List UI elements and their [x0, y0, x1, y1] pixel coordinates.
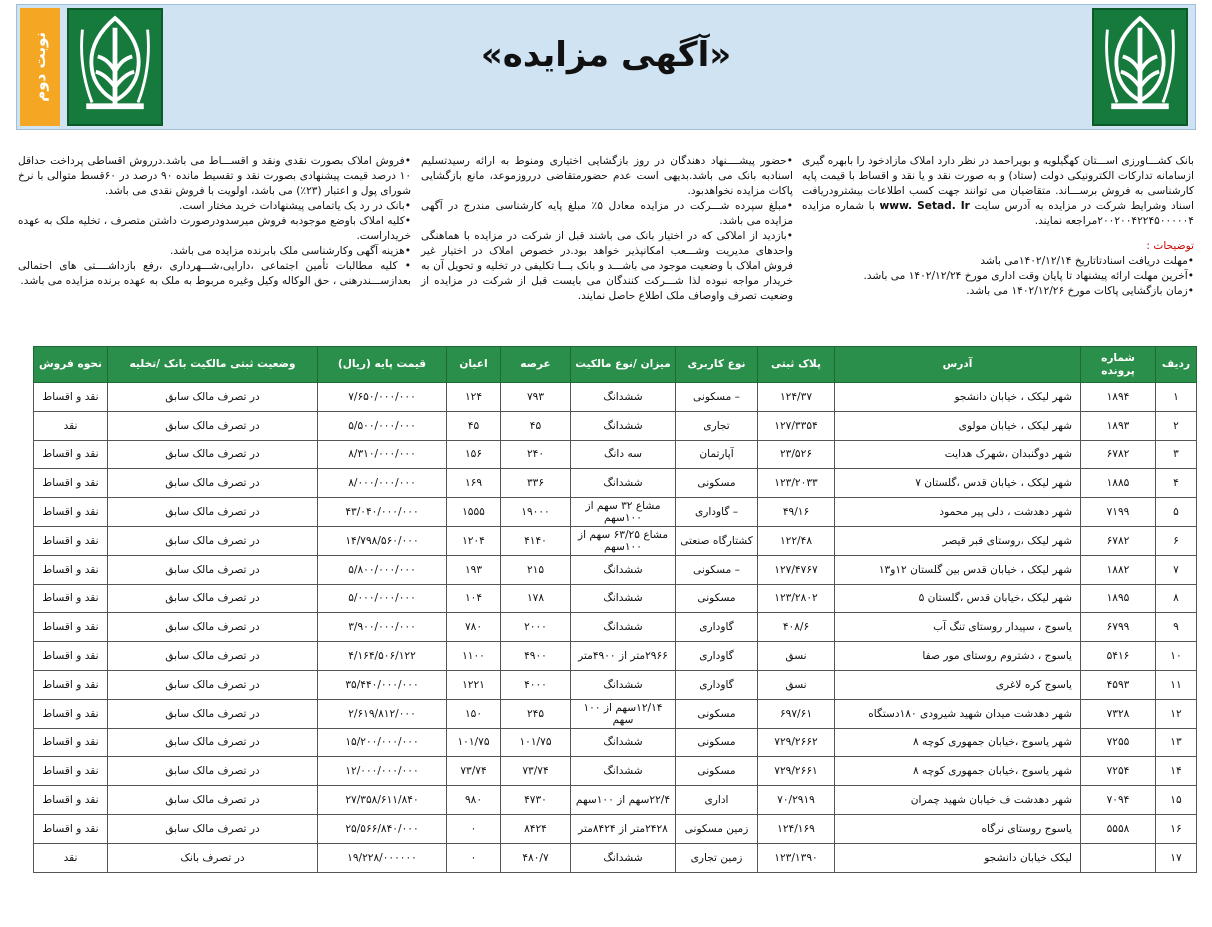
condition-item: •بانک در رد یک یاتمامی پیشنهادات خرید مختار است.	[179, 200, 411, 212]
ownership-share-cell: ششدانگ	[571, 757, 676, 786]
file-number-cell: ۱۸۸۵	[1081, 469, 1156, 498]
sale-method-cell: نقد و اقساط	[34, 642, 108, 671]
row-number-cell: ۱۲	[1156, 699, 1197, 728]
bank-logo-icon	[1092, 8, 1188, 126]
row-number-cell: ۶	[1156, 526, 1197, 555]
condition-item: •کلیه املاک باوضع موجودبه فروش میرسدودرصورت داشتن متصرف ، تخلیه ملک به عهده خریداراست.	[18, 215, 411, 242]
table-row	[34, 786, 1197, 815]
ownership-status-cell: در تصرف مالک سابق	[108, 498, 318, 527]
base-price-cell: ۵/۵۰۰/۰۰۰/۰۰۰	[318, 411, 447, 440]
bank-logo-icon	[67, 8, 163, 126]
file-number-cell: ۷۲۵۵	[1081, 728, 1156, 757]
building-area-cell: ۷۸۰	[447, 613, 501, 642]
base-price-cell: ۱۲/۰۰۰/۰۰۰/۰۰۰	[318, 757, 447, 786]
row-number-cell: ۸	[1156, 584, 1197, 613]
land-area-cell: ۱۷۸	[501, 584, 571, 613]
building-area-cell: ۱۵۵۵	[447, 498, 501, 527]
sale-method-cell: نقد و اقساط	[34, 383, 108, 412]
page-title: «آگهی مزایده»	[480, 35, 732, 75]
table-row	[34, 383, 1197, 412]
land-area-cell: ۱۹۰۰۰	[501, 498, 571, 527]
table-row	[34, 498, 1197, 527]
usage-type-cell: – گاوداری	[676, 498, 758, 527]
usage-type-cell: گاوداری	[676, 670, 758, 699]
building-area-cell: ۱۰۱/۷۵	[447, 728, 501, 757]
land-area-cell: ۴۰۰۰	[501, 670, 571, 699]
registration-plate-cell: ۲۳/۵۲۶	[758, 440, 835, 469]
file-number-cell	[1081, 843, 1156, 872]
address-cell: شهر لیکک ، خیابان دانشجو	[835, 383, 1081, 412]
sale-method-cell: نقد و اقساط	[34, 670, 108, 699]
file-number-cell: ۱۸۹۵	[1081, 584, 1156, 613]
base-price-cell: ۳/۹۰۰/۰۰۰/۰۰۰	[318, 613, 447, 642]
sale-method-cell: نقد و اقساط	[34, 757, 108, 786]
table-row	[34, 411, 1197, 440]
intro-column-left	[18, 154, 411, 289]
address-cell: شهر لیکک ، خیابان قدس ،گلستان ۷	[835, 469, 1081, 498]
website-link[interactable]: www. Setad. Ir	[879, 200, 970, 212]
ownership-status-cell: در تصرف مالک سابق	[108, 440, 318, 469]
condition-item: • کلیه مطالبات تأمین اجتماعی ،دارایی،شـــهرداری ،رفع بازداشــــتی های احتمالی بعدازســـندرهنی ، حق الوکاله وکیل وغیره مربوط به ملک به عهده برنده مزایده می باشد.	[18, 260, 411, 287]
building-area-cell: ۱۹۳	[447, 555, 501, 584]
table-body	[34, 383, 1197, 873]
row-number-cell: ۱۶	[1156, 814, 1197, 843]
intro-column-right	[802, 154, 1194, 299]
table-row	[34, 642, 1197, 671]
notice-text	[16, 154, 1196, 334]
file-number-cell: ۵۵۵۸	[1081, 814, 1156, 843]
building-area-cell: ۱۲۰۴	[447, 526, 501, 555]
ownership-share-cell: ۲۲/۴سهم از ۱۰۰سهم	[571, 786, 676, 815]
ownership-share-cell: ششدانگ	[571, 383, 676, 412]
registration-plate-cell: ۱۲۴/۱۶۹	[758, 814, 835, 843]
address-cell: شهر لیکک ، خیابان قدس بین گلستان ۱۲و۱۳	[835, 555, 1081, 584]
notes-title: توضیحات :	[1146, 240, 1194, 252]
row-number-cell: ۹	[1156, 613, 1197, 642]
address-cell: شهر دهدشت ، دلی پیر محمود	[835, 498, 1081, 527]
ownership-share-cell: ششدانگ	[571, 411, 676, 440]
land-area-cell: ۷۹۳	[501, 383, 571, 412]
address-cell: شهر لیکک ،روستای قبر قیصر	[835, 526, 1081, 555]
registration-plate-cell: ۱۲۳/۲۰۳۳	[758, 469, 835, 498]
ownership-share-cell: ۲۹۶۶متر از ۴۹۰۰متر	[571, 642, 676, 671]
building-area-cell: ۰	[447, 814, 501, 843]
land-area-cell: ۴۸۰/۷	[501, 843, 571, 872]
ownership-share-cell: مشاع ۶۳/۲۵ سهم از ۱۰۰سهم	[571, 526, 676, 555]
registration-plate-cell: ۱۲۷/۴۷۶۷	[758, 555, 835, 584]
file-number-cell: ۶۷۸۲	[1081, 440, 1156, 469]
address-cell: شهر لیکک ،خیابان قدس ،گلستان ۵	[835, 584, 1081, 613]
address-cell: شهر یاسوج ،خیابان جمهوری کوچه ۸	[835, 728, 1081, 757]
usage-type-cell: کشتارگاه صنعتی	[676, 526, 758, 555]
registration-plate-cell: ۷۰/۲۹۱۹	[758, 786, 835, 815]
usage-type-cell: اداری	[676, 786, 758, 815]
usage-type-cell: گاوداری	[676, 613, 758, 642]
building-area-cell: ۱۱۰۰	[447, 642, 501, 671]
ownership-share-cell: ششدانگ	[571, 469, 676, 498]
ownership-status-cell: در تصرف مالک سابق	[108, 469, 318, 498]
sale-method-cell: نقد و اقساط	[34, 555, 108, 584]
table-row	[34, 757, 1197, 786]
col-row-number-header: ردیف	[1156, 347, 1197, 383]
sale-method-cell: نقد و اقساط	[34, 786, 108, 815]
ownership-status-cell: در تصرف مالک سابق	[108, 411, 318, 440]
ownership-status-cell: در تصرف مالک سابق	[108, 383, 318, 412]
sale-method-cell: نقد	[34, 843, 108, 872]
note-item: •مهلت دریافت اسنادتاتاریخ ۱۴۰۲/۱۲/۱۴می باشد	[980, 255, 1194, 267]
registration-plate-cell: ۱۲۴/۳۷	[758, 383, 835, 412]
address-cell: شهر دوگنبدان ،شهرک هدایت	[835, 440, 1081, 469]
sale-method-cell: نقد و اقساط	[34, 498, 108, 527]
base-price-cell: ۱۹/۲۲۸/۰۰۰۰۰۰	[318, 843, 447, 872]
table-row	[34, 728, 1197, 757]
usage-type-cell: زمین تجاری	[676, 843, 758, 872]
file-number-cell: ۴۵۹۳	[1081, 670, 1156, 699]
land-area-cell: ۱۰۱/۷۵	[501, 728, 571, 757]
registration-plate-cell: نسق	[758, 670, 835, 699]
file-number-cell: ۱۸۹۴	[1081, 383, 1156, 412]
properties-table	[33, 346, 1197, 873]
address-cell: شهر دهدشت میدان شهید شیرودی ۱۸۰دستگاه	[835, 699, 1081, 728]
address-cell: شهر لیکک ، خیابان مولوی	[835, 411, 1081, 440]
ownership-status-cell: در تصرف مالک سابق	[108, 699, 318, 728]
land-area-cell: ۲۰۰۰	[501, 613, 571, 642]
ownership-share-cell: ششدانگ	[571, 613, 676, 642]
table-row	[34, 469, 1197, 498]
base-price-cell: ۲۷/۳۵۸/۶۱۱/۸۴۰	[318, 786, 447, 815]
base-price-cell: ۴۳/۰۴۰/۰۰۰/۰۰۰	[318, 498, 447, 527]
usage-type-cell: مسکونی	[676, 699, 758, 728]
land-area-cell: ۳۳۶	[501, 469, 571, 498]
usage-type-cell: گاوداری	[676, 642, 758, 671]
land-area-cell: ۴۷۳۰	[501, 786, 571, 815]
building-area-cell: ۱۶۹	[447, 469, 501, 498]
sale-method-cell: نقد و اقساط	[34, 584, 108, 613]
condition-item: •فروش املاک بصورت نقدی ونقد و اقســـاط می باشد.درروش اقساطی پرداخت حداقل ۱۰ درصد قیمت پیشنهادی بصورت نقد و تقسیط مانده ۹۰ درصد در ۶۰قسط متوالی با نرخ شورای پول و اعتبار (۲۳٪) می باشد، اولویت با فروش نقدی می باشد.	[18, 155, 412, 197]
building-area-cell: ۹۸۰	[447, 786, 501, 815]
file-number-cell: ۷۳۲۸	[1081, 699, 1156, 728]
table-row	[34, 699, 1197, 728]
building-area-cell: ۱۵۶	[447, 440, 501, 469]
ownership-status-cell: در تصرف مالک سابق	[108, 526, 318, 555]
file-number-cell: ۱۸۸۲	[1081, 555, 1156, 584]
sale-method-cell: نقد و اقساط	[34, 699, 108, 728]
building-area-cell: ۱۲۲۱	[447, 670, 501, 699]
file-number-cell: ۶۷۹۹	[1081, 613, 1156, 642]
land-area-cell: ۷۳/۷۴	[501, 757, 571, 786]
base-price-cell: ۱۵/۲۰۰/۰۰۰/۰۰۰	[318, 728, 447, 757]
usage-type-cell: آپارتمان	[676, 440, 758, 469]
registration-plate-cell: ۷۲۹/۲۶۶۱	[758, 757, 835, 786]
registration-plate-cell: ۱۲۲/۴۸	[758, 526, 835, 555]
registration-plate-cell: ۷۲۹/۲۶۶۲	[758, 728, 835, 757]
col-address-header: آدرس	[835, 347, 1081, 383]
table-row	[34, 670, 1197, 699]
col-status-header: وضعیت ثبتی مالکیت بانک /تخلیه	[108, 347, 318, 383]
address-cell: شهر یاسوج ،خیابان جمهوری کوچه ۸	[835, 757, 1081, 786]
row-number-cell: ۲	[1156, 411, 1197, 440]
ownership-share-cell: ششدانگ	[571, 670, 676, 699]
ownership-status-cell: در تصرف مالک سابق	[108, 642, 318, 671]
row-number-cell: ۱۷	[1156, 843, 1197, 872]
base-price-cell: ۲/۶۱۹/۸۱۲/۰۰۰	[318, 699, 447, 728]
building-area-cell: ۴۵	[447, 411, 501, 440]
note-item: •آخرین مهلت ارائه پیشنهاد تا پایان وقت اداری مورخ ۱۴۰۲/۱۲/۲۴ می باشد.	[863, 270, 1194, 282]
ownership-share-cell: ششدانگ	[571, 728, 676, 757]
table-row	[34, 440, 1197, 469]
row-number-cell: ۱۳	[1156, 728, 1197, 757]
registration-plate-cell: ۴۰۸/۶	[758, 613, 835, 642]
base-price-cell: ۱۴/۷۹۸/۵۶۰/۰۰۰	[318, 526, 447, 555]
building-area-cell: ۱۰۴	[447, 584, 501, 613]
ownership-share-cell: ۱۲/۱۴سهم از ۱۰۰ سهم	[571, 699, 676, 728]
registration-plate-cell: ۶۹۷/۶۱	[758, 699, 835, 728]
row-number-cell: ۳	[1156, 440, 1197, 469]
col-usage-header: نوع کاربری	[676, 347, 758, 383]
note-item: •زمان بازگشایی پاکات مورخ ۱۴۰۲/۱۲/۲۶ می باشد.	[966, 285, 1194, 297]
base-price-cell: ۸/۳۱۰/۰۰۰/۰۰۰	[318, 440, 447, 469]
address-cell: یاسوج کره لاغری	[835, 670, 1081, 699]
usage-type-cell: – مسکونی	[676, 383, 758, 412]
land-area-cell: ۴۱۴۰	[501, 526, 571, 555]
table-header-row	[34, 347, 1197, 383]
base-price-cell: ۳۵/۴۴۰/۰۰۰/۰۰۰	[318, 670, 447, 699]
ownership-status-cell: در تصرف مالک سابق	[108, 728, 318, 757]
usage-type-cell: – مسکونی	[676, 555, 758, 584]
land-area-cell: ۴۹۰۰	[501, 642, 571, 671]
ownership-share-cell: ششدانگ	[571, 843, 676, 872]
sale-method-cell: نقد	[34, 411, 108, 440]
address-cell: یاسوج ، دشتروم روستای مور صفا	[835, 642, 1081, 671]
table-row	[34, 555, 1197, 584]
col-ownership-header: میزان /نوع مالکیت	[571, 347, 676, 383]
ownership-share-cell: ششدانگ	[571, 584, 676, 613]
intro-column-middle	[421, 154, 793, 304]
ownership-share-cell: سه دانگ	[571, 440, 676, 469]
file-number-cell: ۷۱۹۹	[1081, 498, 1156, 527]
land-area-cell: ۲۴۰	[501, 440, 571, 469]
properties-table-wrapper	[33, 346, 1196, 873]
col-plate-header: پلاک ثبتی	[758, 347, 835, 383]
file-number-cell: ۵۴۱۶	[1081, 642, 1156, 671]
address-cell: لیکک خیابان دانشجو	[835, 843, 1081, 872]
ownership-share-cell: مشاع ۳۲ سهم از ۱۰۰سهم	[571, 498, 676, 527]
auction-notice	[16, 4, 1196, 884]
building-area-cell: ۱۵۰	[447, 699, 501, 728]
condition-item: •مبلغ سپرده شـــرکت در مزایده معادل ۵٪ مبلغ پایه کارشناسی مندرج در آگهی مزایده می باشد.	[421, 200, 793, 227]
registration-plate-cell: ۱۲۳/۱۳۹۰	[758, 843, 835, 872]
base-price-cell: ۴/۱۶۴/۵۰۶/۱۲۲	[318, 642, 447, 671]
base-price-cell: ۷/۶۵۰/۰۰۰/۰۰۰	[318, 383, 447, 412]
round-label: نوبت دوم	[31, 32, 49, 102]
row-number-cell: ۱۵	[1156, 786, 1197, 815]
ownership-status-cell: در تصرف مالک سابق	[108, 757, 318, 786]
sale-method-cell: نقد و اقساط	[34, 469, 108, 498]
registration-plate-cell: ۱۲۷/۳۳۵۴	[758, 411, 835, 440]
col-land-area-header: عرصه	[501, 347, 571, 383]
table-row	[34, 843, 1197, 872]
row-number-cell: ۴	[1156, 469, 1197, 498]
land-area-cell: ۲۱۵	[501, 555, 571, 584]
col-building-area-header: اعیان	[447, 347, 501, 383]
address-cell: یاسوج ، سپیدار روستای تنگ آب	[835, 613, 1081, 642]
col-file-number-header: شماره پرونده	[1081, 347, 1156, 383]
sale-method-cell: نقد و اقساط	[34, 526, 108, 555]
ownership-status-cell: در تصرف مالک سابق	[108, 555, 318, 584]
file-number-cell: ۶۷۸۲	[1081, 526, 1156, 555]
sale-method-cell: نقد و اقساط	[34, 613, 108, 642]
round-badge	[20, 8, 60, 126]
ownership-share-cell: ۲۴۲۸متر از ۸۴۲۴متر	[571, 814, 676, 843]
sale-method-cell: نقد و اقساط	[34, 728, 108, 757]
row-number-cell: ۷	[1156, 555, 1197, 584]
condition-item: •هزینه آگهی وکارشناسی ملک بابرنده مزایده می باشد.	[170, 245, 411, 257]
registration-plate-cell: ۴۹/۱۶	[758, 498, 835, 527]
table-row	[34, 584, 1197, 613]
ownership-share-cell: ششدانگ	[571, 555, 676, 584]
row-number-cell: ۱	[1156, 383, 1197, 412]
file-number-cell: ۷۲۵۴	[1081, 757, 1156, 786]
sale-method-cell: نقد و اقساط	[34, 814, 108, 843]
condition-item: •بازدید از املاکی که در اختیار بانک می باشند قبل از شرکت در مزایده با هماهنگی واحدهای مدیریت وشـــعب امکانپذیر خواهد بود.در خصوص املاک در اختیار غیر فروش املاک با وضعیت موجود می باشـــد و بانک بـــا تکلیفی در تخلیه و تحویل آن به خریدار مواجه نبوده لذا شـــرکت کنندگان می بایست قبل از شرکت در مزایده از وضعیت تصرف واوصاف ملک اطلاع حاصل نمایند.	[421, 230, 793, 302]
file-number-cell: ۱۸۹۳	[1081, 411, 1156, 440]
address-cell: شهر دهدشت ف خیابان شهید چمران	[835, 786, 1081, 815]
row-number-cell: ۱۰	[1156, 642, 1197, 671]
file-number-cell: ۷۰۹۴	[1081, 786, 1156, 815]
registration-plate-cell: ۱۲۳/۲۸۰۲	[758, 584, 835, 613]
ownership-status-cell: در تصرف مالک سابق	[108, 814, 318, 843]
ownership-status-cell: در تصرف مالک سابق	[108, 786, 318, 815]
condition-item: •حضور پیشــــنهاد دهندگان در روز بازگشایی اختیاری ومنوط به ارائه رسیدتسلیم اسنادبه بانک می باشد.بدیهی است عدم حضورمتقاضی درروزموعد، مانع بازگشایی پاکات مزایده نخواهدبود.	[421, 155, 793, 197]
notice-header	[16, 4, 1196, 130]
building-area-cell: ۰	[447, 843, 501, 872]
address-cell: یاسوج روستای نرگاه	[835, 814, 1081, 843]
ownership-status-cell: در تصرف مالک سابق	[108, 613, 318, 642]
ownership-status-cell: در تصرف بانک	[108, 843, 318, 872]
usage-type-cell: تجاری	[676, 411, 758, 440]
land-area-cell: ۸۴۲۴	[501, 814, 571, 843]
table-row	[34, 814, 1197, 843]
intro-paragraph: بانک کشـــاورزی اســـتان کهگیلویه و بویراحمد در نظر دارد املاک مازادخود را بابهره گیری ازسامانه تدارکات الکترونیکی دولت (ستاد) و به صورت نقد و یا نقد و اقساط با قیمت پایه کارشناسی به فروش برســـاند. متقاضیان می توانند جهت کسب اطلاعات بیشترودریافت اسناد وشرایط شرکت در مزایده به آدرس سایت www. Setad. Ir با شماره مزایده ۲۰۰۲۰۰۴۲۲۴۵۰۰۰۰۰۴مراجعه نمایند.	[802, 155, 1194, 227]
usage-type-cell: مسکونی	[676, 584, 758, 613]
usage-type-cell: مسکونی	[676, 757, 758, 786]
row-number-cell: ۵	[1156, 498, 1197, 527]
ownership-status-cell: در تصرف مالک سابق	[108, 670, 318, 699]
row-number-cell: ۱۴	[1156, 757, 1197, 786]
sale-method-cell: نقد و اقساط	[34, 440, 108, 469]
building-area-cell: ۷۳/۷۴	[447, 757, 501, 786]
land-area-cell: ۴۵	[501, 411, 571, 440]
usage-type-cell: مسکونی	[676, 728, 758, 757]
base-price-cell: ۸/۰۰۰/۰۰۰/۰۰۰	[318, 469, 447, 498]
usage-type-cell: زمین مسکونی	[676, 814, 758, 843]
row-number-cell: ۱۱	[1156, 670, 1197, 699]
building-area-cell: ۱۲۴	[447, 383, 501, 412]
table-row	[34, 613, 1197, 642]
ownership-status-cell: در تصرف مالک سابق	[108, 584, 318, 613]
table-row	[34, 526, 1197, 555]
col-sale-method-header: نحوه فروش	[34, 347, 108, 383]
usage-type-cell: مسکونی	[676, 469, 758, 498]
base-price-cell: ۲۵/۵۶۶/۸۴۰/۰۰۰	[318, 814, 447, 843]
base-price-cell: ۵/۸۰۰/۰۰۰/۰۰۰	[318, 555, 447, 584]
registration-plate-cell: نسق	[758, 642, 835, 671]
base-price-cell: ۵/۰۰۰/۰۰۰/۰۰۰	[318, 584, 447, 613]
land-area-cell: ۲۴۵	[501, 699, 571, 728]
col-base-price-header: قیمت پایه (ریال)	[318, 347, 447, 383]
